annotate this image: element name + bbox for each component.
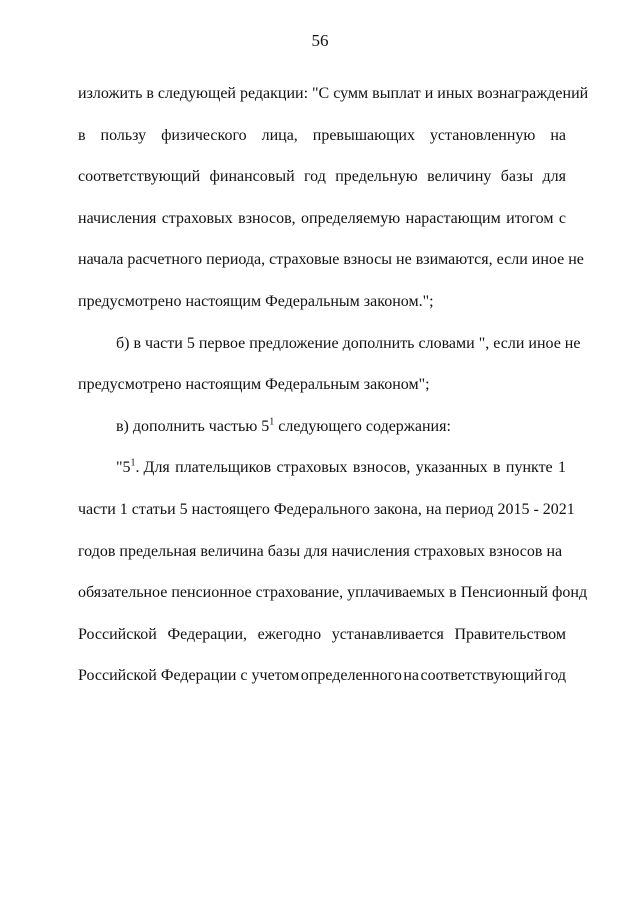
text-line [78, 542, 566, 562]
text-segment: части 1 статьи 5 настоящего Федерального закона, на период 2015 - 2021 [78, 500, 575, 518]
text-line [78, 126, 566, 146]
text-line [78, 167, 566, 187]
text-line [78, 666, 566, 686]
text-line [78, 292, 566, 312]
superscript: 1 [130, 458, 136, 470]
word: устанавливается [331, 625, 444, 643]
page-number: 56 [311, 31, 329, 50]
text-line [78, 625, 566, 645]
word: для [542, 168, 566, 186]
text-part: "5 [116, 459, 131, 477]
word: финансовый [209, 168, 295, 186]
text-line [78, 209, 566, 229]
word: базы [500, 168, 534, 186]
word: взносов, [238, 209, 296, 227]
word: год [304, 168, 326, 186]
word: ежегодно [257, 625, 322, 643]
text-line [78, 334, 581, 354]
text-line [78, 417, 566, 437]
text-segment: предусмотрено настоящим Федеральным законом"; [78, 376, 430, 394]
word: на [403, 667, 420, 685]
word: страховых [161, 209, 233, 227]
word: в [78, 126, 86, 144]
word: указанных [415, 459, 488, 477]
text-line [78, 250, 584, 270]
word: плательщиков [175, 459, 272, 477]
text-line [78, 375, 566, 395]
word: определенного [300, 667, 402, 685]
word: 1 [557, 459, 566, 477]
word: с [558, 209, 566, 227]
text-segment [116, 417, 451, 437]
text-segment: обязательное пенсионное страхование, уплачиваемых в Пенсионный фонд [78, 584, 588, 602]
word: Федерации, [167, 625, 248, 643]
word [116, 458, 170, 478]
word: Российской [78, 625, 157, 643]
word: соответствующий [420, 667, 543, 685]
word: страховых [276, 459, 348, 477]
text-line [78, 84, 589, 104]
text-segment: предусмотрено настоящим Федеральным законом."; [78, 292, 434, 310]
word: начисления [78, 209, 157, 227]
word: нарастающим [405, 209, 501, 227]
word: пользу [100, 126, 147, 144]
superscript: 1 [269, 416, 275, 428]
word: установленную [429, 126, 536, 144]
word: Правительством [454, 625, 566, 643]
text-part: . Для [135, 459, 170, 477]
text-line [78, 500, 575, 520]
word: предельную [335, 168, 418, 186]
word: год [544, 667, 566, 685]
text-segment: годов предельная величина базы для начисления страховых взносов на [78, 542, 563, 560]
word: соответствующий [78, 168, 201, 186]
text-line [78, 583, 588, 603]
word: в [492, 459, 501, 477]
word: взносов, [352, 459, 411, 477]
text-segment: начала расчетного периода, страховые взносы не взимаются, если иное не [78, 251, 584, 269]
text-line [78, 458, 566, 478]
text-segment: изложить в следующей редакции: "С сумм выплат и иных вознаграждений [78, 85, 589, 102]
text-part: в) дополнить частью 5 [116, 417, 270, 435]
text-segment: б) в части 5 первое предложение дополнить словами ", если иное не [116, 334, 581, 352]
word: физического [161, 126, 247, 144]
word: определяемую [301, 209, 401, 227]
word: Российской Федерации с учетом [78, 667, 300, 685]
word: лица, [261, 126, 298, 144]
word: превышающих [312, 126, 415, 144]
document-body [78, 84, 589, 708]
word: итогом [506, 209, 554, 227]
word: величину [427, 168, 492, 186]
word: на [550, 126, 566, 144]
word: пункте [505, 459, 553, 477]
text-part: следующего содержания: [274, 417, 451, 435]
